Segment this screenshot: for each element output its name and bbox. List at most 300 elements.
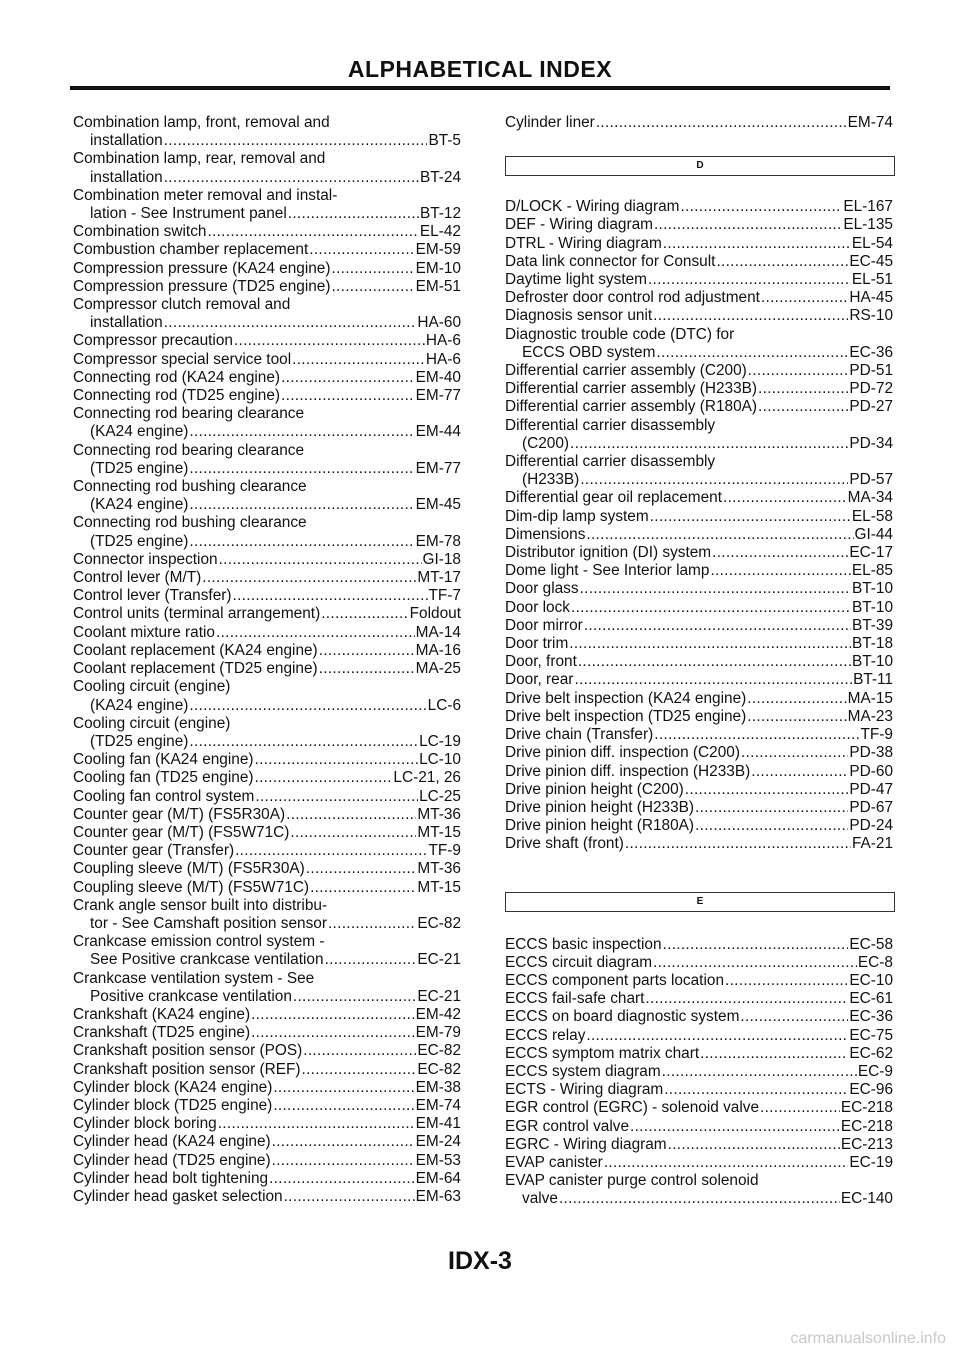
index-entry (73, 1115, 461, 1133)
dot-leader (650, 508, 851, 526)
dot-leader (234, 332, 425, 350)
entry-page-ref: PD-67 (849, 798, 893, 816)
entry-page-ref: EC-218 (840, 1099, 893, 1117)
entry-page-ref: PD-47 (849, 780, 893, 798)
index-entry (73, 1006, 461, 1024)
entry-page-ref: EM-24 (415, 1133, 461, 1151)
entry-page-ref: EM-63 (415, 1187, 461, 1205)
dot-leader (306, 860, 417, 878)
index-entry (73, 332, 461, 350)
entry-page-ref: EC-61 (849, 990, 893, 1008)
entry-page-ref: HA-6 (425, 350, 461, 368)
dot-leader (235, 842, 427, 860)
entry-page-ref: EC-36 (849, 343, 893, 361)
dot-leader (255, 751, 419, 769)
index-entry (505, 1154, 893, 1172)
entry-page-ref: BT-18 (851, 635, 893, 653)
entry-text: Drive shaft (front) (505, 835, 624, 853)
entry-page-ref: RS-10 (849, 307, 893, 325)
entry-text: Distributor ignition (DI) system (505, 544, 712, 562)
dot-leader (758, 380, 848, 398)
dot-leader (569, 635, 851, 653)
index-entry (73, 369, 461, 387)
entry-text: Door lock (505, 598, 571, 616)
dot-leader (164, 132, 428, 150)
index-entry (73, 114, 461, 150)
entry-text: Cylinder head (TD25 engine) (73, 1151, 271, 1169)
entry-page-ref: EM-74 (415, 1096, 461, 1114)
entry-page-ref: EM-42 (415, 1005, 461, 1023)
entry-page-ref: PD-24 (849, 817, 893, 835)
entry-page-ref: EL-42 (419, 223, 461, 241)
index-entry (73, 933, 461, 969)
entry-text: Combination lamp, front, removal and (73, 114, 330, 131)
entry-text: Connecting rod (TD25 engine) (73, 387, 281, 405)
index-entry (505, 216, 893, 234)
index-entry (505, 114, 893, 132)
dot-leader (570, 435, 848, 453)
entry-text: Connecting rod bearing clearance (73, 441, 305, 459)
entry-text: Crankshaft position sensor (POS) (73, 1042, 303, 1060)
entry-text: Compressor special service tool (73, 350, 292, 368)
index-entry (73, 405, 461, 441)
entry-text: valve (522, 1190, 558, 1208)
index-entry (505, 1008, 893, 1026)
section-d-entries (505, 198, 893, 853)
entry-text: ECCS symptom matrix chart (505, 1044, 700, 1062)
index-entry (73, 296, 461, 332)
entry-page-ref: EM-51 (415, 277, 461, 295)
dot-leader (189, 423, 414, 441)
index-entry (505, 799, 893, 817)
index-entry (505, 1081, 893, 1099)
entry-page-ref: HA-60 (417, 314, 461, 332)
entry-page-ref: EC-10 (849, 971, 893, 989)
dot-leader (290, 824, 416, 842)
entry-text: Connecting rod bushing clearance (73, 478, 307, 496)
dot-leader (700, 1045, 848, 1063)
entry-text: See Positive crankcase ventilation (90, 951, 324, 969)
entry-text: lation - See Instrument panel (90, 205, 287, 223)
entry-text: ECCS system diagram (505, 1062, 661, 1080)
entry-text: Cooling circuit (engine) (73, 678, 231, 696)
dot-leader (645, 990, 848, 1008)
index-entry (73, 1133, 461, 1151)
dot-leader (332, 260, 415, 278)
index-entry (73, 860, 461, 878)
page-number: IDX-3 (448, 1247, 512, 1275)
entry-page-ref: EM-79 (415, 1024, 461, 1042)
index-entry (505, 1045, 893, 1063)
entry-text: Crankshaft (TD25 engine) (73, 1024, 251, 1042)
entry-text: ECTS - Wiring diagram (505, 1081, 664, 1099)
dot-leader (272, 1133, 415, 1151)
index-entry (73, 788, 461, 806)
dot-leader (281, 369, 415, 387)
entry-page-ref: EL-135 (843, 216, 893, 234)
dot-leader (251, 1024, 415, 1042)
entry-page-ref: EC-82 (417, 914, 461, 932)
entry-text: ECCS OBD system (522, 343, 656, 361)
entry-text: Compressor clutch removal and (73, 296, 291, 314)
index-entry (73, 187, 461, 223)
dot-leader (207, 223, 418, 241)
entry-page-ref: EM-78 (415, 532, 461, 550)
dot-leader (202, 569, 416, 587)
entry-page-ref: PD-60 (849, 762, 893, 780)
index-entry (73, 879, 461, 897)
entry-text: (KA24 engine) (90, 696, 189, 714)
dot-leader (273, 1079, 414, 1097)
entry-text: Cylinder head gasket selection (73, 1187, 283, 1205)
entry-text: Coupling sleeve (M/T) (FS5W71C) (73, 878, 310, 896)
index-entry (505, 708, 893, 726)
dot-leader (725, 972, 848, 990)
dot-leader (747, 708, 846, 726)
entry-text: Differential carrier assembly (H233B) (505, 380, 758, 398)
entry-page-ref: LC-6 (427, 696, 461, 714)
dot-leader (302, 1061, 417, 1079)
index-entry (505, 936, 893, 954)
dot-leader (680, 198, 842, 216)
dot-leader (668, 1136, 840, 1154)
entry-page-ref: EC-62 (849, 1044, 893, 1062)
dot-leader (255, 769, 393, 787)
entry-page-ref: EC-19 (849, 1153, 893, 1171)
entry-page-ref: EM-10 (415, 259, 461, 277)
entry-text: Differential carrier disassembly (505, 416, 716, 434)
entry-text: Differential carrier disassembly (505, 453, 716, 471)
entry-page-ref: EM-77 (415, 459, 461, 477)
entry-page-ref: EC-21 (417, 951, 461, 969)
entry-page-ref: MT-15 (417, 823, 461, 841)
entry-page-ref: MA-25 (415, 660, 461, 678)
section-header-d: D (505, 156, 895, 176)
index-entry (505, 289, 893, 307)
index-entry (505, 1172, 893, 1208)
index-entry (505, 380, 893, 398)
entry-page-ref: BT-5 (428, 132, 461, 150)
entry-page-ref: EM-59 (415, 241, 461, 259)
index-entry (73, 1188, 461, 1206)
dot-leader (189, 697, 426, 715)
index-entry (505, 253, 893, 271)
entry-text: DEF - Wiring diagram (505, 216, 653, 234)
dot-leader (251, 1006, 415, 1024)
index-entry (505, 562, 893, 580)
entry-page-ref: EL-51 (851, 271, 893, 289)
entry-page-ref: PD-38 (849, 744, 893, 762)
entry-page-ref: PD-34 (849, 434, 893, 452)
dot-leader (219, 551, 422, 569)
entry-text: Coolant replacement (TD25 engine) (73, 660, 318, 678)
entry-text: ECCS fail-safe chart (505, 990, 645, 1008)
index-entry (73, 769, 461, 787)
entry-text: DTRL - Wiring diagram (505, 234, 662, 252)
dot-leader (710, 562, 850, 580)
entry-page-ref: TF-9 (428, 842, 461, 860)
entry-text: Crank angle sensor built into distribu- (73, 896, 328, 914)
entry-text: Differential carrier assembly (R180A) (505, 398, 758, 416)
left-index-column (73, 114, 461, 1206)
index-entry (505, 972, 893, 990)
entry-page-ref: LC-25 (419, 787, 461, 805)
index-entry (505, 235, 893, 253)
entry-text: Cooling fan control system (73, 787, 255, 805)
entry-text: (TD25 engine) (90, 732, 189, 750)
index-entry (505, 954, 893, 972)
dot-leader (189, 496, 414, 514)
entry-page-ref: GI-44 (854, 525, 893, 543)
index-entry (505, 453, 893, 489)
entry-page-ref: MT-36 (417, 805, 461, 823)
entry-page-ref: TF-7 (428, 587, 461, 605)
entry-page-ref: MA-23 (847, 707, 893, 725)
index-entry (505, 635, 893, 653)
entry-text: EGR control (EGRC) - solenoid valve (505, 1099, 760, 1117)
entry-page-ref: GI-18 (422, 550, 461, 568)
dot-leader (303, 1042, 416, 1060)
dot-leader (272, 1152, 415, 1170)
entry-page-ref: MT-36 (417, 860, 461, 878)
entry-page-ref: LC-10 (419, 751, 461, 769)
entry-page-ref: EC-21 (417, 987, 461, 1005)
entry-text: Cooling fan (TD25 engine) (73, 769, 254, 787)
entry-text: Cylinder block (KA24 engine) (73, 1078, 273, 1096)
index-entry (73, 806, 461, 824)
entry-text: Differential gear oil replacement (505, 489, 723, 507)
index-entry (505, 1027, 893, 1045)
entry-text: Combination switch (73, 223, 207, 241)
dot-leader (321, 605, 408, 623)
entry-page-ref: EL-58 (851, 507, 893, 525)
entry-text: Control lever (Transfer) (73, 587, 232, 605)
dot-leader (331, 278, 414, 296)
index-entry (505, 489, 893, 507)
dot-leader (284, 1188, 415, 1206)
dot-leader (325, 951, 417, 969)
entry-page-ref: EM-64 (415, 1169, 461, 1187)
entry-text: Connecting rod bushing clearance (73, 514, 307, 532)
entry-text: Diagnosis sensor unit (505, 307, 653, 325)
dot-leader (164, 169, 419, 187)
dot-leader (586, 1027, 848, 1045)
dot-leader (663, 936, 849, 954)
dot-leader (293, 988, 416, 1006)
entry-page-ref: MA-14 (415, 623, 461, 641)
dot-leader (604, 1154, 849, 1172)
index-entry (505, 580, 893, 598)
entry-text: Drive pinion diff. inspection (C200) (505, 744, 740, 762)
index-entry (73, 478, 461, 514)
entry-page-ref: BT-11 (853, 671, 893, 689)
index-entry (73, 514, 461, 550)
dot-leader (559, 1190, 840, 1208)
dot-leader (288, 205, 419, 223)
entry-page-ref: BT-10 (851, 580, 893, 598)
index-entry (73, 1042, 461, 1060)
page-title: ALPHABETICAL INDEX (347, 56, 613, 82)
index-entry (505, 1118, 893, 1136)
entry-page-ref: EM-38 (415, 1078, 461, 1096)
entry-page-ref: BT-10 (851, 653, 893, 671)
entry-page-ref: EC-82 (417, 1060, 461, 1078)
entry-page-ref: PD-72 (849, 380, 893, 398)
watermark: carmanualsonline.info (790, 1330, 946, 1347)
entry-text: (TD25 engine) (90, 532, 189, 550)
entry-text: (C200) (522, 434, 570, 452)
entry-text: Control units (terminal arrangement) (73, 605, 321, 623)
index-entry (505, 817, 893, 835)
dot-leader (747, 690, 846, 708)
dot-leader (662, 1063, 857, 1081)
index-entry (505, 326, 893, 362)
dot-leader (654, 726, 859, 744)
index-entry (73, 1061, 461, 1079)
entry-text: EGRC - Wiring diagram (505, 1135, 667, 1153)
entry-page-ref: MA-34 (847, 489, 893, 507)
entry-page-ref: FA-21 (851, 835, 893, 853)
entry-page-ref: EM-53 (415, 1151, 461, 1169)
entry-page-ref: HA-45 (849, 289, 893, 307)
index-entry (73, 624, 461, 642)
entry-text: Dimensions (505, 525, 586, 543)
index-entry (505, 781, 893, 799)
dot-leader (695, 799, 848, 817)
index-entry (73, 642, 461, 660)
entry-text: Cylinder head (KA24 engine) (73, 1133, 271, 1151)
entry-text: EGR control valve (505, 1117, 630, 1135)
index-entry (73, 569, 461, 587)
entry-text: ECCS on board diagnostic system (505, 1008, 740, 1026)
index-entry (73, 1079, 461, 1097)
entry-text: D/LOCK - Wiring diagram (505, 198, 680, 216)
entry-page-ref: LC-19 (419, 732, 461, 750)
entry-text: Control lever (M/T) (73, 569, 202, 587)
index-entry (505, 1063, 893, 1081)
entry-page-ref: EM-41 (415, 1115, 461, 1133)
entry-page-ref: EM-45 (415, 496, 461, 514)
entry-page-ref: BT-12 (419, 205, 461, 223)
dot-leader (310, 879, 416, 897)
entry-page-ref: TF-9 (860, 726, 893, 744)
index-entry (505, 1136, 893, 1154)
dot-leader (255, 788, 418, 806)
dot-leader (218, 1115, 415, 1133)
entry-text: Drive pinion diff. inspection (H233B) (505, 762, 751, 780)
section-e-entries (505, 936, 893, 1209)
index-entry (73, 1097, 461, 1115)
entry-text: Counter gear (M/T) (FS5R30A) (73, 805, 286, 823)
dot-leader (578, 653, 851, 671)
index-entry (505, 1099, 893, 1117)
entry-text: Compression pressure (KA24 engine) (73, 259, 331, 277)
entry-text: Compressor precaution (73, 332, 233, 350)
dot-leader (716, 253, 848, 271)
dot-leader (685, 781, 849, 799)
entry-text: Door mirror (505, 616, 583, 634)
entry-page-ref: BT-10 (851, 598, 893, 616)
entry-text: Combination lamp, rear, removal and (73, 150, 326, 168)
section-header-e: E (505, 892, 895, 912)
index-entry (505, 544, 893, 562)
dot-leader (281, 387, 415, 405)
index-entry (505, 835, 893, 853)
entry-text: Door glass (505, 580, 579, 598)
entry-text: Door trim (505, 635, 569, 653)
dot-leader (596, 114, 847, 132)
index-entry (505, 744, 893, 762)
entry-text: Drive pinion height (R180A) (505, 817, 695, 835)
dot-leader (586, 526, 853, 544)
index-entry (505, 763, 893, 781)
index-entry (73, 551, 461, 569)
entry-page-ref: MA-16 (415, 641, 461, 659)
index-entry (505, 362, 893, 380)
entry-text: Crankcase ventilation system - See (73, 969, 315, 987)
dot-leader (584, 617, 851, 635)
dot-leader (648, 271, 851, 289)
entry-page-ref: EC-17 (849, 544, 893, 562)
page-header (70, 56, 890, 92)
index-entry (73, 715, 461, 751)
entry-page-ref: EM-40 (415, 368, 461, 386)
entry-page-ref: EC-218 (840, 1117, 893, 1135)
entry-text: Data link connector for Consult (505, 252, 716, 270)
right-top-entries (505, 114, 893, 132)
index-entry (505, 690, 893, 708)
dot-leader (656, 344, 848, 362)
index-entry (505, 653, 893, 671)
index-entry (73, 605, 461, 623)
dot-leader (653, 954, 857, 972)
entry-text: Dome light - See Interior lamp (505, 562, 710, 580)
entry-text: Crankshaft (KA24 engine) (73, 1005, 251, 1023)
index-entry (505, 198, 893, 216)
entry-text: EVAP canister purge control solenoid (505, 1172, 759, 1190)
entry-text: Drive belt inspection (KA24 engine) (505, 689, 747, 707)
entry-text: Connecting rod (KA24 engine) (73, 368, 281, 386)
entry-text: Compression pressure (TD25 engine) (73, 277, 331, 295)
entry-page-ref: EC-36 (849, 1008, 893, 1026)
entry-text: Combination meter removal and instal- (73, 186, 338, 204)
entry-text: EVAP canister (505, 1153, 603, 1171)
entry-text: Drive belt inspection (TD25 engine) (505, 707, 747, 725)
index-entry (505, 599, 893, 617)
index-entry (73, 278, 461, 296)
index-entry (73, 223, 461, 241)
entry-page-ref: PD-51 (849, 362, 893, 380)
entry-text: Daytime light system (505, 271, 647, 289)
entry-text: (KA24 engine) (90, 423, 189, 441)
index-entry (505, 526, 893, 544)
entry-text: Connecting rod bearing clearance (73, 405, 305, 423)
entry-text: Diagnostic trouble code (DTC) for (505, 325, 735, 343)
entry-text: installation (90, 132, 163, 150)
dot-leader (580, 471, 848, 489)
entry-text: Cooling fan (KA24 engine) (73, 751, 254, 769)
header-rule (70, 86, 890, 90)
index-entry (73, 1024, 461, 1042)
dot-leader (630, 1118, 840, 1136)
entry-text: Positive crankcase ventilation (90, 987, 292, 1005)
index-entry (505, 671, 893, 689)
index-entry (505, 726, 893, 744)
dot-leader (189, 533, 414, 551)
entry-page-ref: EC-82 (417, 1042, 461, 1060)
entry-page-ref: EL-54 (851, 234, 893, 252)
index-entry (505, 508, 893, 526)
